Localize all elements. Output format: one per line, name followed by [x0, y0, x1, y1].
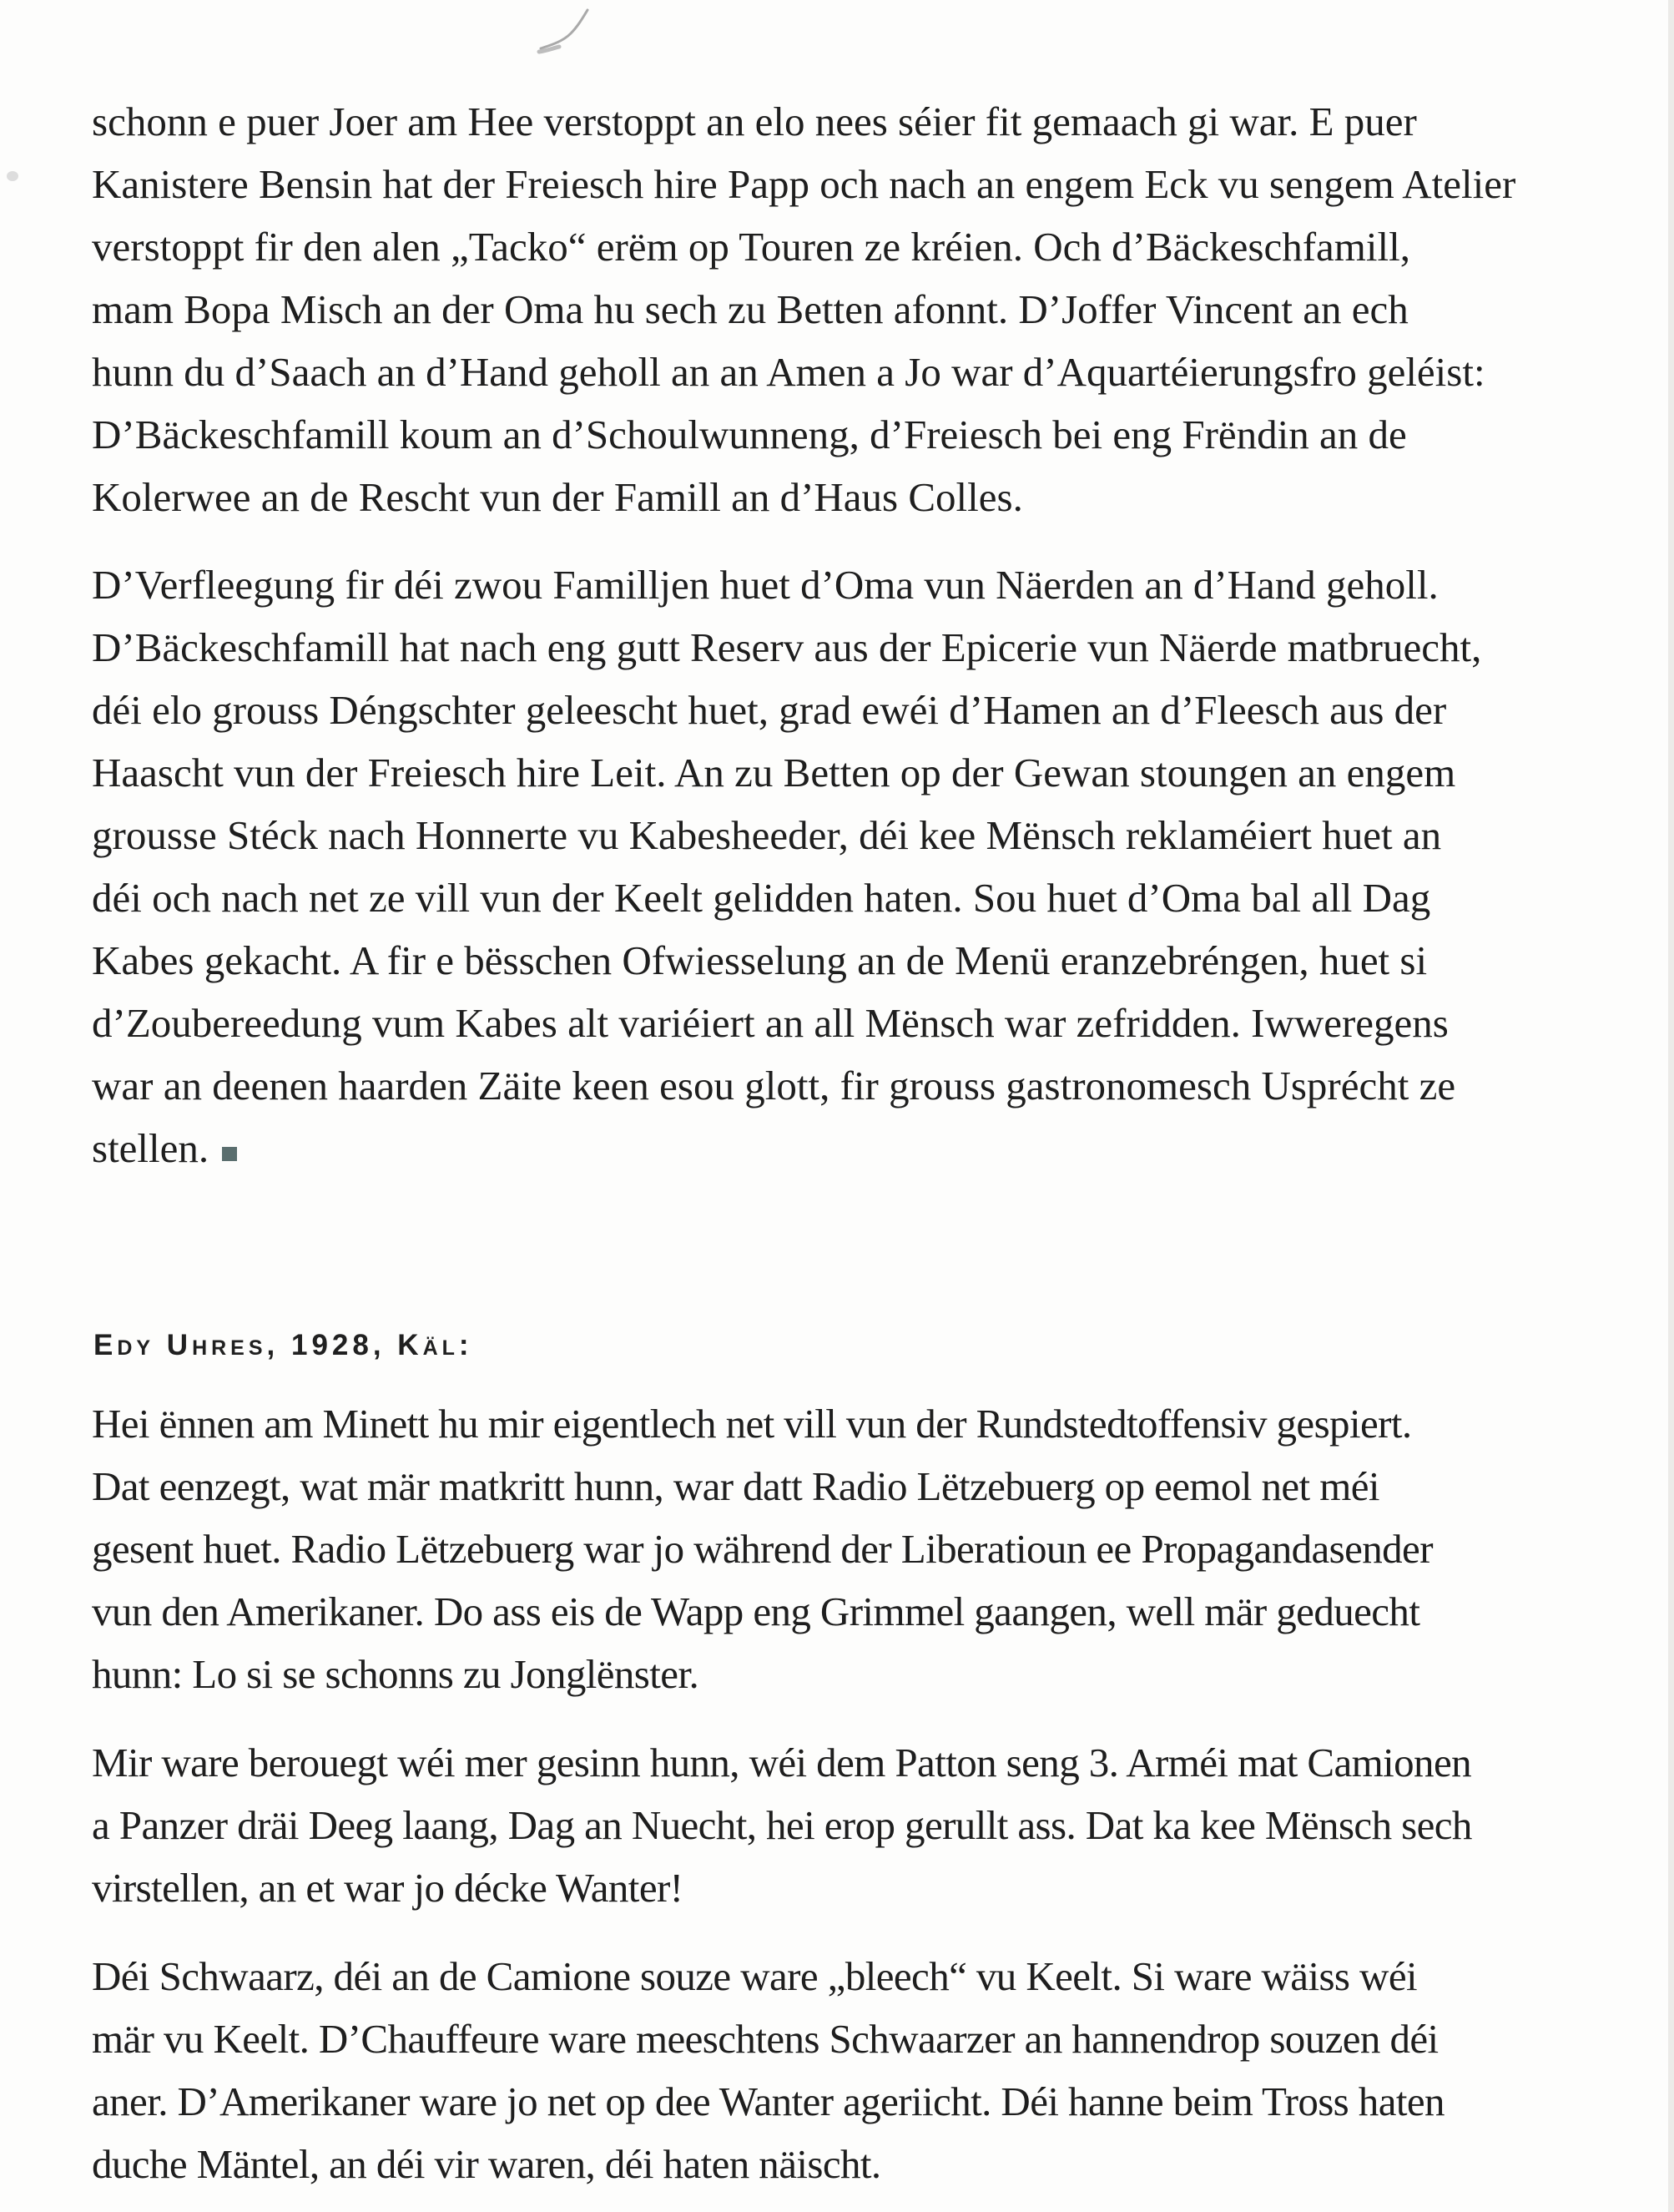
text-line: aner. D’Amerikaner ware jo net op dee Wanter ageriicht. Déi hanne beim Tross haten	[92, 2078, 1445, 2124]
text-line: hunn du d’Saach an d’Hand geholl an an Amen a Jo war d’Aquartéierungsfro geléist:	[92, 349, 1485, 395]
end-of-article-icon	[222, 1147, 237, 1161]
text-line: Hei ënnen am Minett hu mir eigentlech net vill vun der Rundstedtoffensiv gespiert.	[92, 1401, 1412, 1447]
text-line: D’Verfleegung fir déi zwou Familljen huet d’Oma vun Näerden an d’Hand geholl.	[92, 562, 1439, 608]
text-line: virstellen, an et war jo décke Wanter!	[92, 1865, 683, 1911]
text-line: grousse Stéck nach Honnerte vu Kabesheeder, déi kee Mënsch reklaméiert huet an	[92, 812, 1442, 858]
text-line: déi elo grouss Déngschter geleescht huet, grad ewéi d’Hamen an d’Fleesch aus der	[92, 687, 1447, 733]
witness-heading: Edy Uhres, 1928, Käl:	[93, 1329, 473, 1361]
text-line: Kanistere Bensin hat der Freiesch hire Papp och nach an engem Eck vu sengem Atelier	[92, 161, 1516, 207]
text-line: schonn e puer Joer am Hee verstoppt an elo nees séier fit gemaach gi war. E puer	[92, 98, 1417, 144]
page-edge	[1668, 0, 1674, 2212]
text-line: vun den Amerikaner. Do ass eis de Wapp eng Grimmel gaangen, well mär geduecht	[92, 1588, 1420, 1634]
text-line: Haascht vun der Freiesch hire Leit. An zu Betten op der Gewan stoungen an engem	[92, 750, 1456, 795]
text-line: D’Bäckeschfamill koum an d’Schoulwunneng, d’Freiesch bei eng Frëndin an de	[92, 412, 1407, 457]
text-line: Dat eenzegt, wat mär matkritt hunn, war datt Radio Lëtzebuerg op eemol net méi	[92, 1463, 1379, 1509]
text-line: Kabes gekacht. A fir e bësschen Ofwiesselung an de Menü eranzebréngen, huet si	[92, 937, 1428, 983]
text-line: déi och nach net ze vill vun der Keelt gelidden haten. Sou huet d’Oma bal all Dag	[92, 875, 1431, 921]
testimony-section	[92, 1392, 1626, 2212]
ink-smudge	[534, 5, 592, 57]
paper-speck	[7, 171, 18, 181]
text-line: duche Mäntel, an déi vir waren, déi haten näischt.	[92, 2141, 881, 2187]
paragraph-soldiers	[92, 1945, 1626, 2195]
text-line: Mir ware berouegt wéi mer gesinn hunn, wéi dem Patton seng 3. Arméi mat Camionen	[92, 1740, 1472, 1785]
text-line: hunn: Lo si se schonns zu Jonglënster.	[92, 1651, 699, 1697]
text-line: war an deenen haarden Zäite keen esou glott, fir grouss gastronomesch Usprécht ze	[92, 1063, 1456, 1109]
paragraph-patton	[92, 1731, 1626, 1919]
paragraph-radio	[92, 1392, 1626, 1705]
text-line: Kolerwee an de Rescht vun der Famill an d’Haus Colles.	[92, 474, 1023, 520]
text-line: a Panzer dräi Deeg laang, Dag an Nuecht, hei erop gerullt ass. Dat ka kee Mënsch sech	[92, 1802, 1472, 1848]
last-text-line	[92, 1117, 1626, 1179]
text-line: mär vu Keelt. D’Chauffeure ware meeschtens Schwaarzer an hannendrop souzen déi	[92, 2016, 1439, 2062]
text-line: D’Bäckeschfamill hat nach eng gutt Reserv aus der Epicerie vun Näerde matbruecht,	[92, 624, 1482, 670]
text-line: Déi Schwaarz, déi an de Camione souze ware „bleech“ vu Keelt. Si ware wäiss wéi	[92, 1953, 1417, 1999]
text-line: verstoppt fir den alen „Tacko“ erëm op Touren ze kréien. Och d’Bäckeschfamill,	[92, 224, 1410, 270]
narrative-section	[92, 90, 1626, 1204]
text-line-content: stellen.	[92, 1125, 209, 1171]
text-line: mam Bopa Misch an der Oma hu sech zu Betten afonnt. D’Joffer Vincent an ech	[92, 286, 1409, 332]
text-line: gesent huet. Radio Lëtzebuerg war jo während der Liberatioun ee Propagandasender	[92, 1526, 1433, 1572]
paragraph-accommodation	[92, 90, 1626, 528]
paragraph-food-supply	[92, 553, 1626, 1179]
text-line: d’Zoubereedung vum Kabes alt variéiert an all Mënsch war zefridden. Iwweregens	[92, 1000, 1449, 1046]
